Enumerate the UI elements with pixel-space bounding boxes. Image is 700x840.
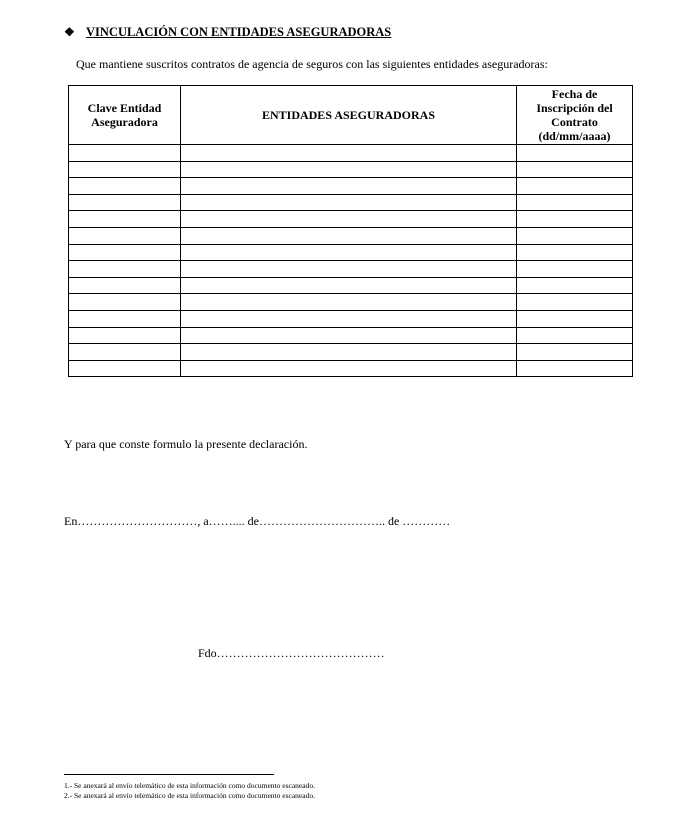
table-row (69, 327, 633, 344)
cell-entity (181, 244, 517, 261)
table-body (69, 145, 633, 377)
table-row (69, 277, 633, 294)
intro-text: Que mantiene suscritos contratos de agencia de seguros con las siguientes entidades aseguradoras: (76, 57, 548, 71)
cell-date (517, 161, 633, 178)
cell-key (69, 277, 181, 294)
table-row (69, 261, 633, 278)
table-row (69, 244, 633, 261)
footnotes (64, 781, 315, 800)
cell-entity (181, 145, 517, 162)
cell-entity (181, 211, 517, 228)
cell-key (69, 360, 181, 377)
cell-key (69, 178, 181, 195)
table-row (69, 145, 633, 162)
cell-date (517, 277, 633, 294)
table-row (69, 178, 633, 195)
cell-key (69, 294, 181, 311)
cell-key (69, 194, 181, 211)
cell-date (517, 145, 633, 162)
cell-key (69, 244, 181, 261)
cell-entity (181, 227, 517, 244)
cell-entity (181, 277, 517, 294)
cell-entity (181, 178, 517, 195)
cell-key (69, 261, 181, 278)
cell-entity (181, 261, 517, 278)
table-row (69, 344, 633, 361)
header-date-line3: Contrato (551, 115, 598, 129)
header-date-line4: (dd/mm/aaaa) (538, 129, 611, 143)
footnote-2: 2.- Se anexará al envío telemático de esta información como documento escaneado. (64, 790, 315, 800)
cell-entity (181, 360, 517, 377)
cell-date (517, 327, 633, 344)
cell-key (69, 344, 181, 361)
diamond-bullet-icon: ❖ (64, 25, 75, 39)
header-date (517, 86, 633, 145)
cell-date (517, 261, 633, 278)
cell-date (517, 310, 633, 327)
cell-entity (181, 310, 517, 327)
header-entities: ENTIDADES ASEGURADORAS (181, 86, 517, 145)
footnote-divider (64, 774, 274, 775)
table-row (69, 194, 633, 211)
table-row (69, 310, 633, 327)
cell-entity (181, 327, 517, 344)
cell-key (69, 161, 181, 178)
table-header-row (69, 86, 633, 145)
cell-date (517, 344, 633, 361)
header-date-line2: Inscripción del (536, 101, 613, 115)
header-key-line2: Aseguradora (91, 115, 158, 129)
table-row (69, 227, 633, 244)
cell-date (517, 294, 633, 311)
insurers-table (68, 85, 633, 377)
cell-entity (181, 161, 517, 178)
header-key-line1: Clave Entidad (87, 101, 162, 115)
table-row (69, 294, 633, 311)
cell-key (69, 310, 181, 327)
cell-entity (181, 344, 517, 361)
cell-key (69, 211, 181, 228)
table-row (69, 161, 633, 178)
header-date-line1: Fecha de (551, 87, 598, 101)
cell-key (69, 145, 181, 162)
cell-date (517, 211, 633, 228)
footnote-1: 1.- Se anexará al envío telemático de esta información como documento escaneado. (64, 781, 315, 790)
cell-date (517, 194, 633, 211)
cell-key (69, 227, 181, 244)
header-key (69, 86, 181, 145)
table-row (69, 211, 633, 228)
section-title (64, 25, 391, 40)
signature-line: Fdo…………………………………… (198, 646, 385, 660)
cell-key (69, 327, 181, 344)
cell-entity (181, 194, 517, 211)
section-title-text: VINCULACIÓN CON ENTIDADES ASEGURADORAS (86, 25, 392, 39)
place-date-line: En…………………………, a…….... de………………………….. de ………… (64, 514, 451, 528)
cell-date (517, 227, 633, 244)
cell-date (517, 178, 633, 195)
cell-entity (181, 294, 517, 311)
cell-date (517, 360, 633, 377)
table-row (69, 360, 633, 377)
declaration-text: Y para que conste formulo la presente declaración. (64, 437, 308, 451)
cell-date (517, 244, 633, 261)
